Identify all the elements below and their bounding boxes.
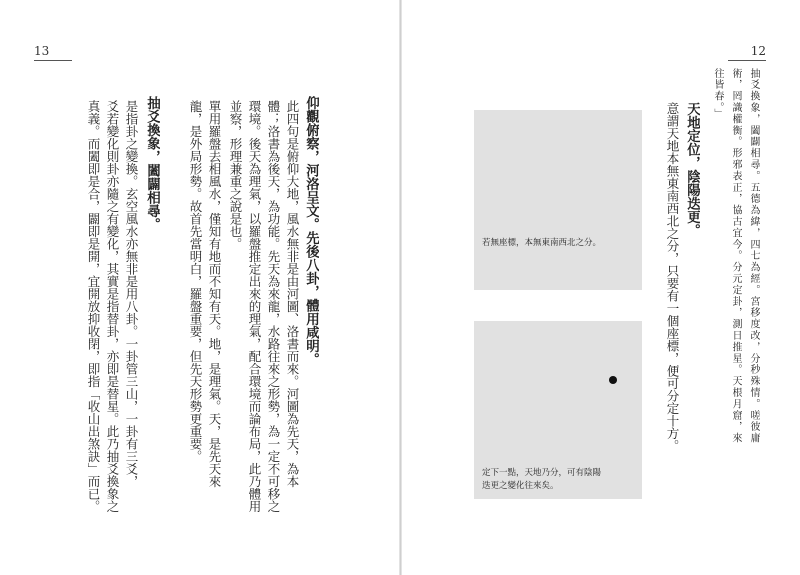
verse-heading-1: 仰觀俯察，河洛呈文。先後八卦，體用咸明。	[303, 96, 319, 366]
diagram-panel-no-coordinate	[474, 110, 642, 290]
body-column: 單用羅盤去相風水，僅知有地而不知有天。地，是理氣。天，是先天來	[207, 100, 222, 488]
body-column: 爻若變化則卦亦隨之有變化，其實是指替卦，亦即是替星。此乃抽爻換象之	[105, 100, 120, 513]
center-point-marker	[609, 376, 617, 384]
body-column: 真義。而闔即是合，闢即是開，宜開放抑收閉，即指「收山出煞訣」而已。	[86, 100, 101, 513]
body-column: 並察，形理兼重之說是也。	[228, 100, 243, 250]
panel-caption: 若無座標，本無東南西北之分。	[482, 238, 602, 248]
quote-column: 術，罔識權衡。形邪表正，協古宜今。分元定卦，測日推星。天根月窟，來	[730, 68, 741, 445]
header-rule-right	[728, 60, 766, 61]
panel-caption-line: 迭更之變化往來矣。	[482, 481, 559, 491]
body-column: 環境。後天為理氣，以羅盤推定出來的理氣，配合環境而論布局，此乃體用	[247, 100, 262, 513]
body-column: 意謂天地本無東南西北之分，只要有一個座標，便可分定十方。	[665, 102, 680, 452]
body-column: 體；洛書為後天，為功能。先天為來龍，水路往來之形勢，為一定不可移之	[266, 100, 281, 513]
panel-caption-line: 定下一點，天地乃分，可有陰陽	[482, 468, 602, 478]
section-heading: 天地定位，陰陽迭更。	[684, 102, 700, 237]
body-column: 龍，是外局形勢。故首先當明白，羅盤重要，但先天形勢更重要。	[188, 100, 203, 463]
quote-column: 往皆春。」	[712, 68, 723, 120]
verse-heading-2: 抽爻換象，闔闢相尋。	[144, 96, 160, 231]
body-column: 此四句是俯仰大地，風水無非是由河圖、洛書而來。河圖為先天，為本	[285, 100, 300, 488]
header-rule-left	[34, 60, 72, 61]
page-number-right: 12	[750, 44, 766, 58]
diagram-panel-with-coordinate	[474, 321, 642, 499]
page-number-left: 13	[34, 44, 50, 58]
quote-column: 抽爻換象，闔闢相尋。五德為緯，四七為經。宮移度改，分秒殊情。嗟彼庸	[748, 68, 759, 445]
body-column: 是指卦之變換。玄空風水亦無非是用八卦。一卦管三山，一卦有三爻，	[124, 100, 139, 488]
right-page	[402, 0, 800, 575]
